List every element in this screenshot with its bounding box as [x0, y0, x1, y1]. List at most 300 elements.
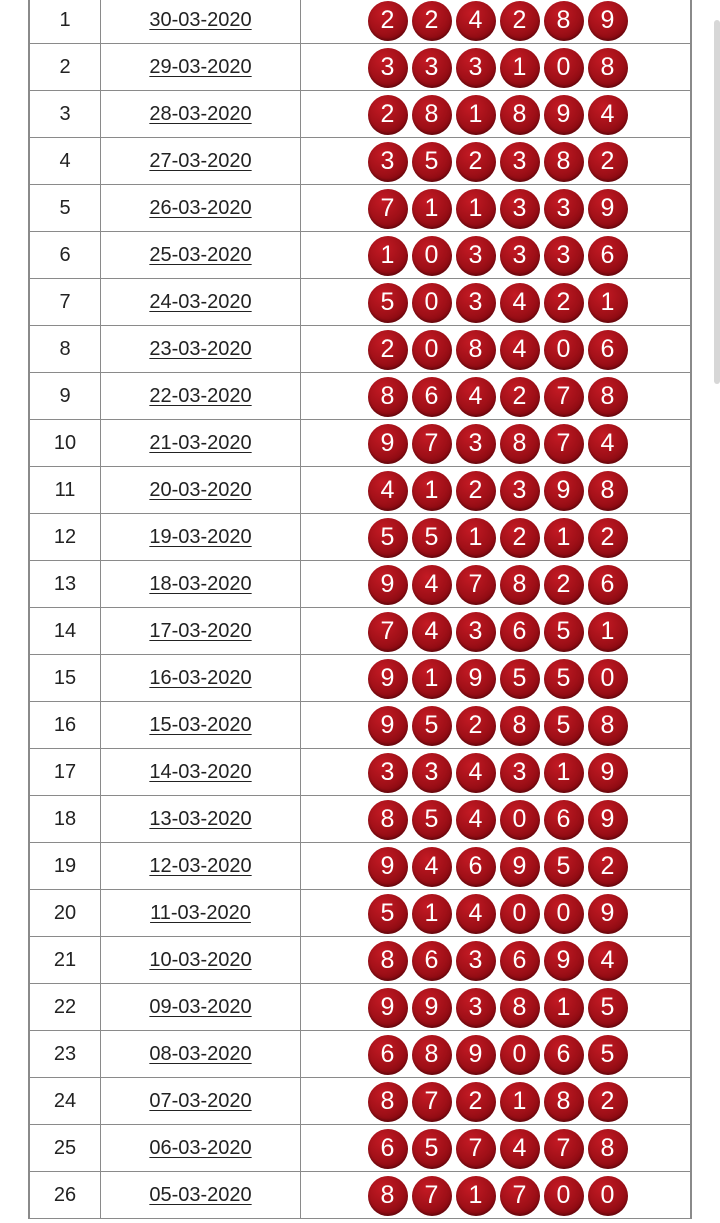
number-ball: 5	[588, 988, 628, 1028]
number-ball: 5	[412, 518, 452, 558]
number-ball: 1	[588, 283, 628, 323]
number-ball: 8	[500, 706, 540, 746]
number-ball: 3	[456, 941, 496, 981]
number-ball: 5	[412, 706, 452, 746]
number-ball: 9	[456, 1035, 496, 1075]
serial-number-cell: 4	[29, 138, 101, 185]
number-ball: 3	[500, 189, 540, 229]
date-link[interactable]: 22-03-2020	[149, 384, 252, 407]
results-table	[28, 0, 692, 1219]
number-ball: 6	[588, 236, 628, 276]
date-link[interactable]: 24-03-2020	[149, 290, 252, 313]
number-balls	[364, 893, 628, 934]
number-ball: 8	[588, 1129, 628, 1169]
number-ball: 6	[588, 330, 628, 370]
date-link[interactable]: 26-03-2020	[149, 196, 252, 219]
number-ball: 6	[544, 1035, 584, 1075]
serial-number-cell: 21	[29, 937, 101, 984]
number-balls	[364, 752, 628, 793]
number-ball: 1	[588, 612, 628, 652]
table-row	[29, 326, 691, 373]
date-link[interactable]: 27-03-2020	[149, 149, 252, 172]
number-ball: 2	[456, 706, 496, 746]
date-link[interactable]: 12-03-2020	[149, 854, 252, 877]
result-numbers-cell	[301, 655, 692, 702]
number-ball: 3	[500, 753, 540, 793]
number-ball: 0	[588, 659, 628, 699]
number-balls	[364, 1034, 628, 1075]
serial-number-cell: 22	[29, 984, 101, 1031]
number-ball: 8	[368, 1082, 408, 1122]
serial-number-cell: 25	[29, 1125, 101, 1172]
serial-number-cell: 3	[29, 91, 101, 138]
number-ball: 0	[500, 800, 540, 840]
serial-number-cell: 15	[29, 655, 101, 702]
result-numbers-cell	[301, 608, 692, 655]
number-ball: 0	[412, 330, 452, 370]
number-ball: 0	[588, 1176, 628, 1216]
table-row	[29, 608, 691, 655]
table-row	[29, 1031, 691, 1078]
table-row	[29, 702, 691, 749]
date-link[interactable]: 17-03-2020	[149, 619, 252, 642]
number-ball: 7	[544, 424, 584, 464]
number-balls	[364, 329, 628, 370]
number-ball: 7	[368, 189, 408, 229]
results-table-body	[29, 0, 691, 1219]
serial-number-cell: 20	[29, 890, 101, 937]
number-ball: 8	[544, 142, 584, 182]
number-ball: 6	[412, 941, 452, 981]
number-ball: 4	[456, 377, 496, 417]
number-ball: 9	[456, 659, 496, 699]
number-ball: 8	[588, 48, 628, 88]
number-ball: 3	[368, 142, 408, 182]
date-cell	[101, 1031, 301, 1078]
result-numbers-cell	[301, 1172, 692, 1219]
date-link[interactable]: 23-03-2020	[149, 337, 252, 360]
number-ball: 8	[412, 95, 452, 135]
number-ball: 6	[500, 612, 540, 652]
date-link[interactable]: 11-03-2020	[150, 901, 251, 924]
result-numbers-cell	[301, 232, 692, 279]
date-link[interactable]: 25-03-2020	[149, 243, 252, 266]
number-ball: 9	[544, 471, 584, 511]
serial-number-cell: 14	[29, 608, 101, 655]
result-numbers-cell	[301, 749, 692, 796]
number-balls	[364, 846, 628, 887]
number-ball: 5	[412, 800, 452, 840]
date-cell	[101, 326, 301, 373]
table-row	[29, 514, 691, 561]
date-link[interactable]: 30-03-2020	[149, 8, 252, 31]
number-ball: 3	[456, 283, 496, 323]
number-ball: 9	[544, 95, 584, 135]
number-ball: 1	[368, 236, 408, 276]
number-ball: 3	[368, 48, 408, 88]
result-numbers-cell	[301, 702, 692, 749]
date-link[interactable]: 18-03-2020	[149, 572, 252, 595]
number-ball: 4	[500, 1129, 540, 1169]
date-cell	[101, 420, 301, 467]
number-balls	[364, 47, 628, 88]
date-link[interactable]: 16-03-2020	[149, 666, 252, 689]
number-ball: 7	[412, 424, 452, 464]
date-link[interactable]: 29-03-2020	[149, 55, 252, 78]
number-ball: 5	[500, 659, 540, 699]
number-ball: 0	[412, 283, 452, 323]
number-ball: 0	[544, 48, 584, 88]
result-numbers-cell	[301, 1125, 692, 1172]
date-cell	[101, 1125, 301, 1172]
number-ball: 6	[544, 800, 584, 840]
table-row	[29, 467, 691, 514]
number-balls	[364, 1128, 628, 1169]
date-link[interactable]: 09-03-2020	[149, 995, 252, 1018]
date-link[interactable]: 20-03-2020	[149, 478, 252, 501]
number-ball: 5	[544, 847, 584, 887]
number-ball: 2	[544, 565, 584, 605]
result-numbers-cell	[301, 561, 692, 608]
table-row	[29, 655, 691, 702]
number-ball: 4	[412, 565, 452, 605]
number-ball: 3	[456, 48, 496, 88]
date-link[interactable]: 05-03-2020	[149, 1183, 252, 1206]
date-cell	[101, 702, 301, 749]
serial-number-cell: 6	[29, 232, 101, 279]
result-numbers-cell	[301, 796, 692, 843]
number-ball: 0	[544, 894, 584, 934]
table-row	[29, 937, 691, 984]
number-ball: 4	[412, 612, 452, 652]
number-ball: 5	[412, 142, 452, 182]
number-ball: 3	[456, 988, 496, 1028]
number-ball: 9	[588, 753, 628, 793]
number-ball: 8	[500, 565, 540, 605]
number-ball: 3	[500, 471, 540, 511]
number-ball: 1	[500, 48, 540, 88]
number-ball: 8	[368, 1176, 408, 1216]
serial-number-cell: 8	[29, 326, 101, 373]
number-ball: 3	[456, 236, 496, 276]
date-link[interactable]: 28-03-2020	[149, 102, 252, 125]
serial-number-cell: 13	[29, 561, 101, 608]
number-ball: 8	[500, 95, 540, 135]
result-numbers-cell	[301, 0, 692, 44]
number-ball: 6	[368, 1035, 408, 1075]
result-numbers-cell	[301, 279, 692, 326]
number-ball: 9	[500, 847, 540, 887]
number-balls	[364, 235, 628, 276]
table-row	[29, 890, 691, 937]
date-cell	[101, 467, 301, 514]
number-ball: 9	[368, 988, 408, 1028]
number-ball: 3	[544, 189, 584, 229]
result-numbers-cell	[301, 514, 692, 561]
date-cell	[101, 232, 301, 279]
date-link[interactable]: 15-03-2020	[149, 713, 252, 736]
number-ball: 4	[456, 800, 496, 840]
number-balls	[364, 705, 628, 746]
number-ball: 2	[368, 1, 408, 41]
number-ball: 6	[500, 941, 540, 981]
date-cell	[101, 984, 301, 1031]
number-ball: 1	[412, 894, 452, 934]
number-ball: 5	[544, 706, 584, 746]
number-ball: 4	[456, 753, 496, 793]
number-balls	[364, 1175, 628, 1216]
number-ball: 5	[588, 1035, 628, 1075]
result-numbers-cell	[301, 185, 692, 232]
date-cell	[101, 796, 301, 843]
number-balls	[364, 94, 628, 135]
number-ball: 1	[456, 1176, 496, 1216]
number-ball: 7	[500, 1176, 540, 1216]
serial-number-cell: 23	[29, 1031, 101, 1078]
number-balls	[364, 611, 628, 652]
number-ball: 1	[544, 753, 584, 793]
serial-number-cell: 5	[29, 185, 101, 232]
number-ball: 9	[412, 988, 452, 1028]
number-ball: 2	[588, 1082, 628, 1122]
number-ball: 3	[544, 236, 584, 276]
number-ball: 8	[544, 1082, 584, 1122]
date-cell	[101, 44, 301, 91]
number-balls	[364, 470, 628, 511]
vertical-scrollbar[interactable]	[714, 20, 720, 384]
number-ball: 8	[456, 330, 496, 370]
number-ball: 7	[456, 565, 496, 605]
number-ball: 4	[588, 424, 628, 464]
date-cell	[101, 655, 301, 702]
serial-number-cell: 7	[29, 279, 101, 326]
number-ball: 8	[368, 377, 408, 417]
table-row	[29, 373, 691, 420]
number-balls	[364, 376, 628, 417]
table-row	[29, 749, 691, 796]
number-ball: 9	[368, 659, 408, 699]
result-numbers-cell	[301, 937, 692, 984]
result-numbers-cell	[301, 1031, 692, 1078]
number-ball: 2	[500, 1, 540, 41]
date-link[interactable]: 07-03-2020	[149, 1089, 252, 1112]
result-numbers-cell	[301, 1078, 692, 1125]
number-balls	[364, 282, 628, 323]
number-balls	[364, 188, 628, 229]
date-link[interactable]: 13-03-2020	[149, 807, 252, 830]
result-numbers-cell	[301, 420, 692, 467]
date-cell	[101, 185, 301, 232]
table-row	[29, 279, 691, 326]
number-ball: 8	[588, 471, 628, 511]
serial-number-cell: 19	[29, 843, 101, 890]
number-ball: 7	[412, 1082, 452, 1122]
number-balls	[364, 658, 628, 699]
result-numbers-cell	[301, 326, 692, 373]
table-row	[29, 1078, 691, 1125]
serial-number-cell: 26	[29, 1172, 101, 1219]
number-ball: 2	[368, 330, 408, 370]
number-ball: 4	[500, 330, 540, 370]
date-cell	[101, 138, 301, 185]
table-row	[29, 232, 691, 279]
number-ball: 9	[368, 706, 408, 746]
number-ball: 1	[544, 988, 584, 1028]
table-row	[29, 138, 691, 185]
number-ball: 0	[500, 894, 540, 934]
serial-number-cell: 17	[29, 749, 101, 796]
number-ball: 2	[368, 95, 408, 135]
date-cell	[101, 279, 301, 326]
serial-number-cell: 10	[29, 420, 101, 467]
date-cell	[101, 561, 301, 608]
number-ball: 2	[544, 283, 584, 323]
number-ball: 2	[588, 518, 628, 558]
date-cell	[101, 937, 301, 984]
result-numbers-cell	[301, 467, 692, 514]
number-balls	[364, 987, 628, 1028]
number-ball: 0	[412, 236, 452, 276]
number-ball: 7	[368, 612, 408, 652]
number-ball: 1	[412, 659, 452, 699]
table-row	[29, 984, 691, 1031]
number-ball: 9	[368, 847, 408, 887]
table-row	[29, 1125, 691, 1172]
number-balls	[364, 141, 628, 182]
number-ball: 6	[368, 1129, 408, 1169]
number-ball: 3	[500, 142, 540, 182]
number-ball: 1	[412, 471, 452, 511]
result-numbers-cell	[301, 843, 692, 890]
number-ball: 3	[368, 753, 408, 793]
number-ball: 4	[588, 941, 628, 981]
number-ball: 2	[456, 142, 496, 182]
number-ball: 1	[412, 189, 452, 229]
number-balls	[364, 1081, 628, 1122]
number-ball: 1	[456, 95, 496, 135]
table-row	[29, 561, 691, 608]
date-link[interactable]: 14-03-2020	[149, 760, 252, 783]
result-numbers-cell	[301, 91, 692, 138]
number-ball: 5	[412, 1129, 452, 1169]
table-row	[29, 0, 691, 44]
date-cell	[101, 91, 301, 138]
number-ball: 5	[368, 283, 408, 323]
number-ball: 1	[456, 189, 496, 229]
date-link[interactable]: 10-03-2020	[149, 948, 252, 971]
result-numbers-cell	[301, 984, 692, 1031]
number-ball: 7	[544, 1129, 584, 1169]
date-link[interactable]: 08-03-2020	[149, 1042, 252, 1065]
number-ball: 4	[456, 1, 496, 41]
number-ball: 2	[456, 471, 496, 511]
serial-number-cell: 12	[29, 514, 101, 561]
number-ball: 5	[368, 518, 408, 558]
number-ball: 1	[456, 518, 496, 558]
serial-number-cell: 11	[29, 467, 101, 514]
number-ball: 4	[588, 95, 628, 135]
number-ball: 9	[368, 424, 408, 464]
number-ball: 8	[500, 988, 540, 1028]
result-numbers-cell	[301, 890, 692, 937]
serial-number-cell: 9	[29, 373, 101, 420]
number-ball: 3	[456, 612, 496, 652]
number-ball: 4	[368, 471, 408, 511]
number-ball: 9	[588, 1, 628, 41]
number-balls	[364, 517, 628, 558]
date-cell	[101, 843, 301, 890]
number-ball: 6	[588, 565, 628, 605]
number-ball: 8	[544, 1, 584, 41]
table-row	[29, 185, 691, 232]
date-cell	[101, 1078, 301, 1125]
table-row	[29, 843, 691, 890]
number-ball: 8	[412, 1035, 452, 1075]
number-ball: 2	[588, 142, 628, 182]
number-ball: 9	[544, 941, 584, 981]
number-ball: 8	[368, 941, 408, 981]
date-link[interactable]: 21-03-2020	[149, 431, 252, 454]
result-numbers-cell	[301, 138, 692, 185]
number-ball: 5	[544, 612, 584, 652]
table-row	[29, 420, 691, 467]
number-ball: 6	[412, 377, 452, 417]
number-ball: 2	[500, 518, 540, 558]
date-cell	[101, 373, 301, 420]
date-cell	[101, 608, 301, 655]
date-cell	[101, 1172, 301, 1219]
result-numbers-cell	[301, 373, 692, 420]
date-cell	[101, 0, 301, 44]
date-link[interactable]: 06-03-2020	[149, 1136, 252, 1159]
number-ball: 0	[544, 1176, 584, 1216]
serial-number-cell: 24	[29, 1078, 101, 1125]
number-ball: 3	[412, 753, 452, 793]
number-ball: 8	[368, 800, 408, 840]
number-ball: 0	[500, 1035, 540, 1075]
number-ball: 7	[544, 377, 584, 417]
table-row	[29, 44, 691, 91]
number-balls	[364, 564, 628, 605]
number-ball: 2	[412, 1, 452, 41]
number-ball: 4	[412, 847, 452, 887]
number-ball: 3	[412, 48, 452, 88]
date-link[interactable]: 19-03-2020	[149, 525, 252, 548]
number-ball: 8	[500, 424, 540, 464]
number-ball: 3	[456, 424, 496, 464]
number-ball: 4	[500, 283, 540, 323]
number-balls	[364, 423, 628, 464]
date-cell	[101, 514, 301, 561]
serial-number-cell: 1	[29, 0, 101, 44]
date-cell	[101, 890, 301, 937]
number-ball: 2	[588, 847, 628, 887]
number-ball: 0	[544, 330, 584, 370]
number-ball: 5	[368, 894, 408, 934]
number-balls	[364, 0, 628, 41]
number-ball: 1	[500, 1082, 540, 1122]
table-row	[29, 1172, 691, 1219]
serial-number-cell: 18	[29, 796, 101, 843]
number-ball: 5	[544, 659, 584, 699]
date-cell	[101, 749, 301, 796]
result-numbers-cell	[301, 44, 692, 91]
table-row	[29, 91, 691, 138]
number-ball: 1	[544, 518, 584, 558]
number-ball: 9	[588, 189, 628, 229]
number-ball: 4	[456, 894, 496, 934]
number-ball: 9	[588, 800, 628, 840]
